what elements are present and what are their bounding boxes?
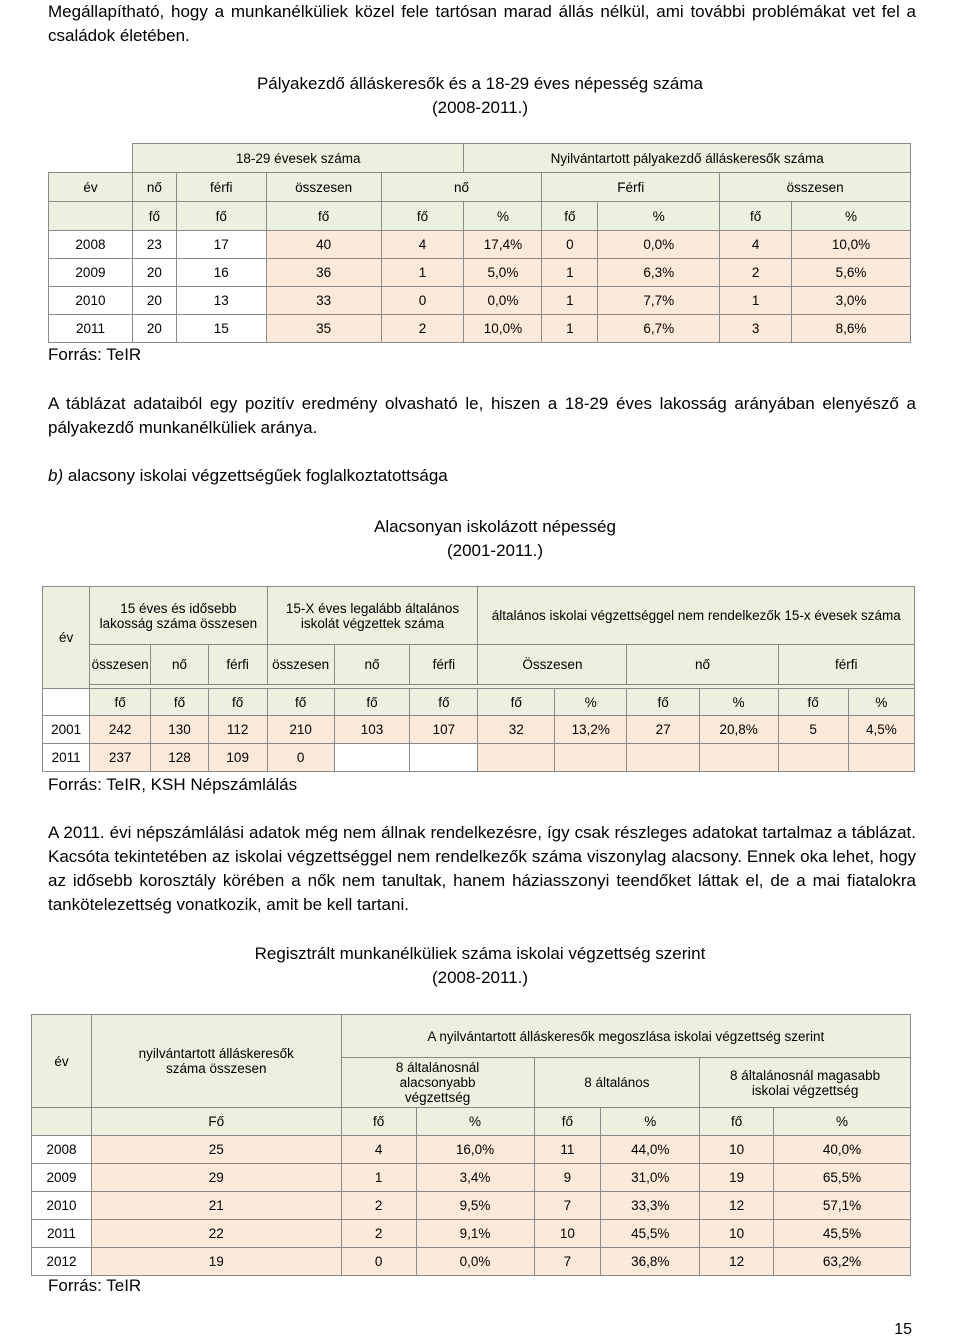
header-col: férfi xyxy=(778,645,914,685)
cell: 12 xyxy=(700,1192,774,1220)
table-row xyxy=(43,744,915,772)
unit-cell: % xyxy=(774,1108,911,1136)
cell: 8,6% xyxy=(792,315,911,343)
unit-cell: fő xyxy=(410,689,478,716)
cell: 20 xyxy=(132,315,176,343)
header-group-educated: 15-X éves legalább általános iskolát végzettek száma xyxy=(267,587,478,645)
cell: 32 xyxy=(478,716,555,744)
cell: 9 xyxy=(534,1164,601,1192)
unit-cell: Fő xyxy=(91,1108,341,1136)
cell: 3,0% xyxy=(792,287,911,315)
cell: 0,0% xyxy=(416,1248,534,1276)
cell: 16 xyxy=(176,259,266,287)
header-col: férfi xyxy=(176,173,266,202)
table2-period: (2001-2011.) xyxy=(446,541,544,560)
header-ev: év xyxy=(32,1015,92,1108)
cell: 0 xyxy=(267,744,334,772)
cell-empty xyxy=(478,744,555,772)
cell: 0 xyxy=(542,231,598,259)
table3-period: (2008-2011.) xyxy=(431,968,529,987)
cell: 20 xyxy=(132,287,176,315)
header-col: nő xyxy=(151,645,209,685)
header-col: Férfi xyxy=(542,173,720,202)
cell: 2 xyxy=(341,1192,416,1220)
cell-empty xyxy=(848,744,914,772)
header-col: összesen xyxy=(267,645,334,685)
paragraph-1: A táblázat adataiból egy pozitív eredmény olvasható le, hiszen a 18-29 éves lakosság arányában elenyésző a pályakezdő munkanélküliek aránya. xyxy=(48,394,916,437)
header-cell xyxy=(49,144,133,173)
unit-cell: % xyxy=(848,689,914,716)
page-number: 15 xyxy=(894,1321,912,1338)
header-cell xyxy=(43,689,90,716)
cell: 7,7% xyxy=(598,287,720,315)
header-sub: 8 általános xyxy=(534,1058,700,1108)
cell-year: 2012 xyxy=(32,1248,92,1276)
cell: 9,1% xyxy=(416,1220,534,1248)
unit-cell: % xyxy=(555,689,627,716)
table1-title: Pályakezdő álláskeresők és a 18-29 éves népesség száma xyxy=(256,74,704,93)
cell: 36 xyxy=(266,259,381,287)
cell-empty xyxy=(410,744,478,772)
section-b-letter: b) xyxy=(48,466,64,485)
cell: 1 xyxy=(341,1164,416,1192)
cell: 40,0% xyxy=(774,1136,911,1164)
section-b-text: alacsony iskolai végzettségűek foglalkoztatottsága xyxy=(63,466,448,485)
table3-title: Regisztrált munkanélküliek száma iskolai végzettség szerint xyxy=(254,944,706,963)
cell: 20,8% xyxy=(699,716,778,744)
table-row xyxy=(49,287,911,315)
cell-year: 2011 xyxy=(32,1220,92,1248)
cell: 15 xyxy=(176,315,266,343)
unit-cell: fő xyxy=(478,689,555,716)
cell: 33 xyxy=(266,287,381,315)
cell: 19 xyxy=(700,1164,774,1192)
table-row xyxy=(49,315,911,343)
header-group-18-29: 18-29 évesek száma xyxy=(132,144,464,173)
cell-year: 2010 xyxy=(32,1192,92,1220)
cell: 103 xyxy=(334,716,410,744)
header-sub: 8 általánosnál magasabb iskolai végzettség xyxy=(700,1058,911,1108)
header-col: összesen xyxy=(266,173,381,202)
cell: 130 xyxy=(151,716,209,744)
unit-cell: fő xyxy=(534,1108,601,1136)
cell-year: 2011 xyxy=(49,315,133,343)
cell: 10,0% xyxy=(464,315,542,343)
cell-empty xyxy=(699,744,778,772)
header-col: férfi xyxy=(410,645,478,685)
cell: 13,2% xyxy=(555,716,627,744)
cell: 109 xyxy=(208,744,267,772)
table2-source: Forrás: TeIR, KSH Népszámlálás xyxy=(48,775,298,794)
cell: 65,5% xyxy=(774,1164,911,1192)
cell: 7 xyxy=(534,1248,601,1276)
table1-source: Forrás: TeIR xyxy=(48,345,142,364)
unit-cell: fő xyxy=(334,689,410,716)
cell: 10 xyxy=(534,1220,601,1248)
unit-cell: % xyxy=(699,689,778,716)
unit-cell: fő xyxy=(267,689,334,716)
cell: 1 xyxy=(542,259,598,287)
cell: 9,5% xyxy=(416,1192,534,1220)
cell: 0,0% xyxy=(464,287,542,315)
header-col: nő xyxy=(381,173,542,202)
cell: 23 xyxy=(132,231,176,259)
table3-source: Forrás: TeIR xyxy=(48,1276,142,1295)
cell: 10,0% xyxy=(792,231,911,259)
header-sub: 8 általánosnál alacsonyabb végzettség xyxy=(341,1058,534,1108)
cell: 11 xyxy=(534,1136,601,1164)
cell: 57,1% xyxy=(774,1192,911,1220)
cell: 33,3% xyxy=(601,1192,700,1220)
unit-cell: fő xyxy=(700,1108,774,1136)
table-row xyxy=(32,1136,911,1164)
intro-paragraph: Megállapítható, hogy a munkanélküliek közel fele tartósan marad állás nélkül, ami további problémákat vet fel a családok életében. xyxy=(48,2,916,45)
cell: 1 xyxy=(542,315,598,343)
header-col: összesen xyxy=(720,173,911,202)
cell: 237 xyxy=(90,744,151,772)
cell: 35 xyxy=(266,315,381,343)
cell-year: 2008 xyxy=(49,231,133,259)
cell: 29 xyxy=(91,1164,341,1192)
cell: 2 xyxy=(341,1220,416,1248)
cell-year: 2009 xyxy=(49,259,133,287)
cell: 2 xyxy=(381,315,464,343)
header-group-jobseekers: Nyilvántartott pályakezdő álláskeresők száma xyxy=(464,144,911,173)
cell: 210 xyxy=(267,716,334,744)
section-b-heading xyxy=(48,464,448,488)
cell: 5,0% xyxy=(464,259,542,287)
cell: 17,4% xyxy=(464,231,542,259)
unit-cell: fő xyxy=(90,689,151,716)
cell: 44,0% xyxy=(601,1136,700,1164)
cell: 1 xyxy=(381,259,464,287)
unit-cell: % xyxy=(792,202,911,231)
cell: 112 xyxy=(208,716,267,744)
cell-year: 2010 xyxy=(49,287,133,315)
cell-year: 2011 xyxy=(43,744,90,772)
table-young-jobseekers xyxy=(48,143,911,343)
cell: 21 xyxy=(91,1192,341,1220)
cell: 10 xyxy=(700,1136,774,1164)
cell: 4 xyxy=(720,231,792,259)
table-row xyxy=(49,231,911,259)
unit-cell: % xyxy=(601,1108,700,1136)
cell: 4 xyxy=(381,231,464,259)
unit-cell: fő xyxy=(176,202,266,231)
cell: 0 xyxy=(381,287,464,315)
unit-cell: fő xyxy=(542,202,598,231)
header-ev: év xyxy=(49,173,133,202)
header-total: nyilvántartott álláskeresők száma összesen xyxy=(91,1015,341,1108)
cell-empty xyxy=(778,744,848,772)
unit-cell: fő xyxy=(381,202,464,231)
cell: 16,0% xyxy=(416,1136,534,1164)
unit-cell: fő xyxy=(151,689,209,716)
table-row xyxy=(49,259,911,287)
header-col: nő xyxy=(627,645,778,685)
cell: 6,3% xyxy=(598,259,720,287)
header-col: nő xyxy=(132,173,176,202)
cell: 3,4% xyxy=(416,1164,534,1192)
header-col: Összesen xyxy=(478,645,627,685)
cell: 4,5% xyxy=(848,716,914,744)
cell: 242 xyxy=(90,716,151,744)
cell-empty xyxy=(627,744,699,772)
cell: 45,5% xyxy=(601,1220,700,1248)
cell: 12 xyxy=(700,1248,774,1276)
table-low-education xyxy=(42,586,915,772)
cell: 17 xyxy=(176,231,266,259)
cell: 19 xyxy=(91,1248,341,1276)
cell: 63,2% xyxy=(774,1248,911,1276)
table-row xyxy=(32,1164,911,1192)
unit-cell: fő xyxy=(778,689,848,716)
unit-cell: % xyxy=(464,202,542,231)
cell-year: 2001 xyxy=(43,716,90,744)
header-col: összesen xyxy=(90,645,151,685)
cell: 1 xyxy=(720,287,792,315)
cell-year: 2008 xyxy=(32,1136,92,1164)
table-row xyxy=(32,1220,911,1248)
unit-cell: fő xyxy=(266,202,381,231)
unit-cell: % xyxy=(598,202,720,231)
header-col: férfi xyxy=(208,645,267,685)
cell: 40 xyxy=(266,231,381,259)
unit-cell: fő xyxy=(341,1108,416,1136)
table-row xyxy=(32,1248,911,1276)
cell: 25 xyxy=(91,1136,341,1164)
header-group-uneducated: általános iskolai végzettséggel nem rendelkezők 15-x évesek száma xyxy=(478,587,915,645)
cell: 36,8% xyxy=(601,1248,700,1276)
header-group-population: 15 éves és idősebb lakosság száma összesen xyxy=(90,587,267,645)
cell: 128 xyxy=(151,744,209,772)
cell: 13 xyxy=(176,287,266,315)
cell-empty xyxy=(334,744,410,772)
cell: 3 xyxy=(720,315,792,343)
table-row xyxy=(43,716,915,744)
table-registered-unemployed xyxy=(31,1014,911,1276)
table2-title: Alacsonyan iskolázott népesség xyxy=(374,517,616,536)
cell: 10 xyxy=(700,1220,774,1248)
header-col: nő xyxy=(334,645,410,685)
cell: 2 xyxy=(720,259,792,287)
cell: 20 xyxy=(132,259,176,287)
cell: 0 xyxy=(341,1248,416,1276)
unit-cell: fő xyxy=(132,202,176,231)
cell: 5,6% xyxy=(792,259,911,287)
table-row xyxy=(32,1192,911,1220)
unit-cell: % xyxy=(416,1108,534,1136)
cell: 6,7% xyxy=(598,315,720,343)
cell: 45,5% xyxy=(774,1220,911,1248)
cell: 1 xyxy=(542,287,598,315)
unit-cell: fő xyxy=(208,689,267,716)
header-group-distribution: A nyilvántartott álláskeresők megoszlása iskolai végzettség szerint xyxy=(341,1015,910,1058)
unit-cell: fő xyxy=(627,689,699,716)
cell-year: 2009 xyxy=(32,1164,92,1192)
cell: 5 xyxy=(778,716,848,744)
cell: 107 xyxy=(410,716,478,744)
cell: 31,0% xyxy=(601,1164,700,1192)
header-ev: év xyxy=(43,587,90,689)
unit-cell: fő xyxy=(720,202,792,231)
cell: 7 xyxy=(534,1192,601,1220)
table1-period: (2008-2011.) xyxy=(431,98,529,117)
cell: 22 xyxy=(91,1220,341,1248)
cell-empty xyxy=(555,744,627,772)
cell: 0,0% xyxy=(598,231,720,259)
header-cell xyxy=(32,1108,92,1136)
cell: 4 xyxy=(341,1136,416,1164)
header-cell xyxy=(49,202,133,231)
cell: 27 xyxy=(627,716,699,744)
paragraph-2: A 2011. évi népszámlálási adatok még nem állnak rendelkezésre, így csak részleges adatokat tartalmaz a táblázat. Kacsóta tekintetében az iskolai végzettséggel nem rendelkezők száma viszonylag alacsony. Ennek oka lehet, hogy az idősebb korosztály körében a nők nem tanultak, hanem háziasszonyi teendőket láttak el, de a mai fiatalokra tankötelezettség vonatkozik, amit be kell tartani. xyxy=(48,823,916,914)
